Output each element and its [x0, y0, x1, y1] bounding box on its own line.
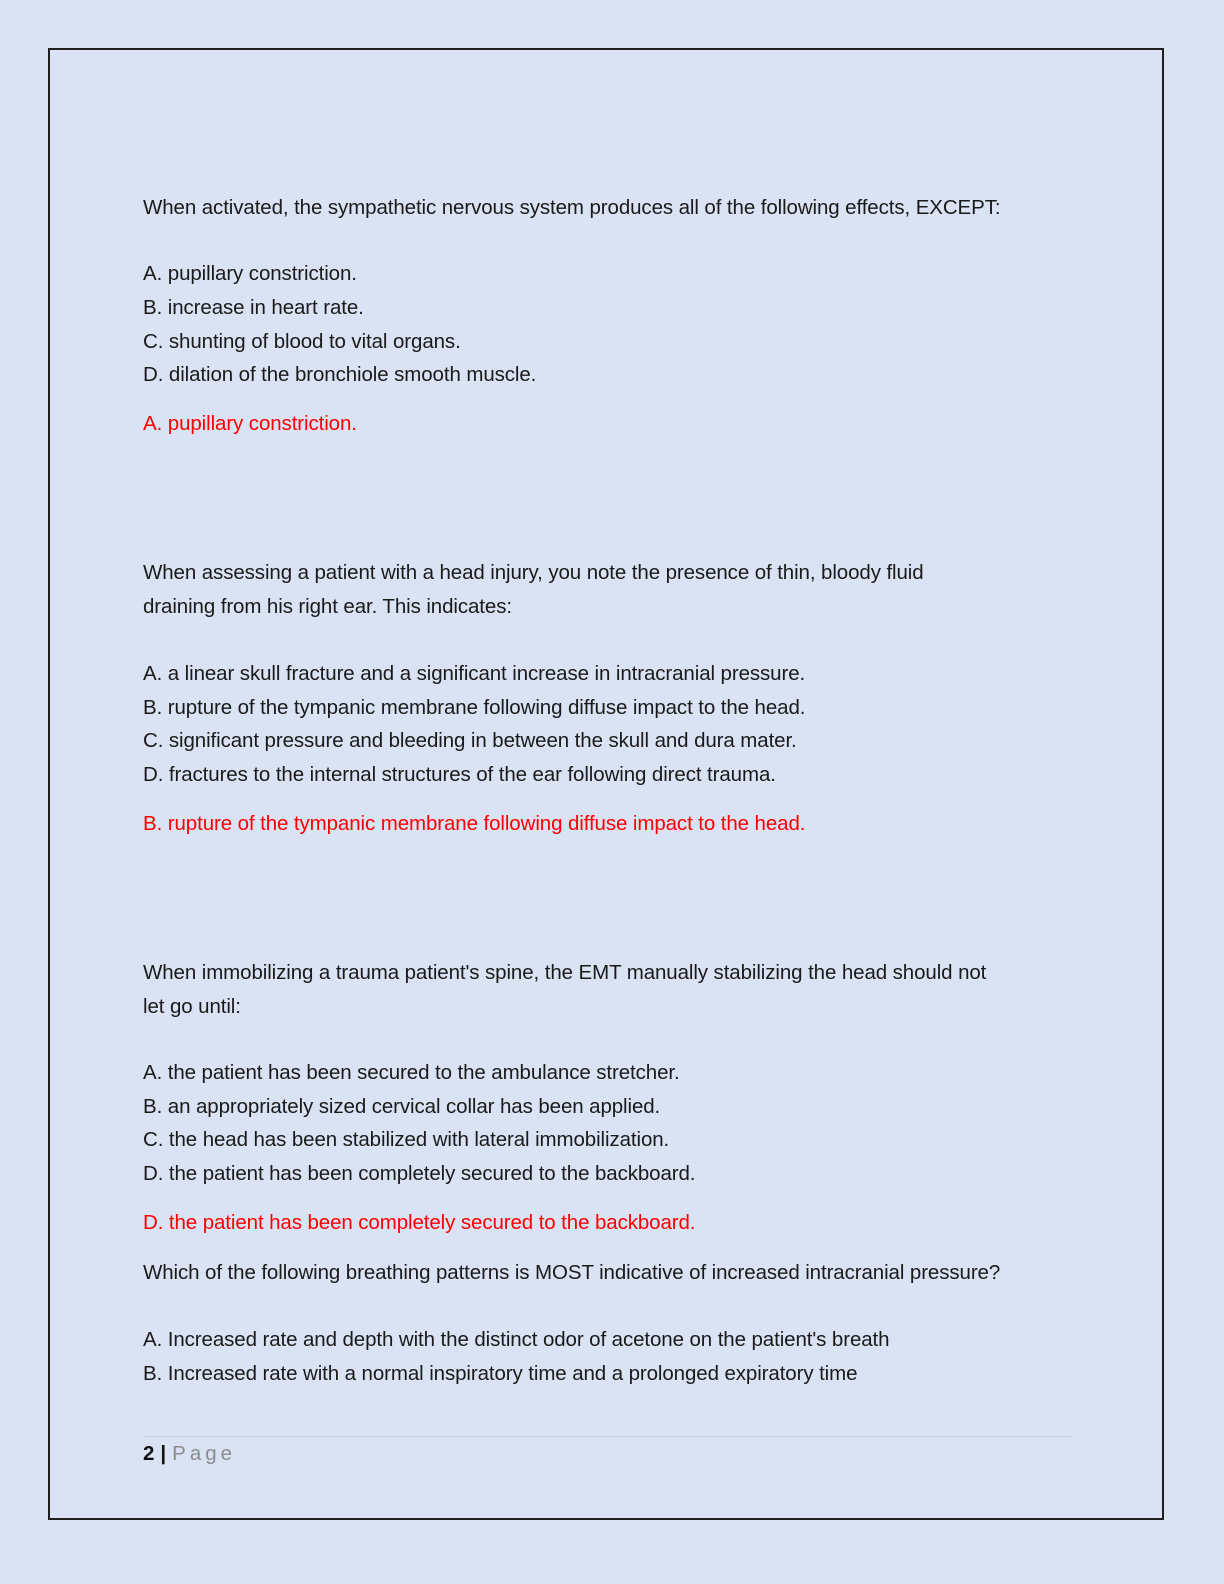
page-footer [143, 1442, 236, 1466]
question-2-answer: B. rupture of the tympanic membrane following diffuse impact to the head. [143, 812, 806, 835]
question-1-answer: A. pupillary constriction. [143, 412, 357, 435]
question-2-option-a: A. a linear skull fracture and a significant increase in intracranial pressure. [143, 662, 806, 685]
question-3-option-d: D. the patient has been completely secured to the backboard. [143, 1162, 696, 1185]
footer-rule [143, 1436, 1073, 1437]
question-3-option-b: B. an appropriately sized cervical collar has been applied. [143, 1095, 661, 1118]
question-2-stem-line-1: When assessing a patient with a head injury, you note the presence of thin, bloody fluid [143, 561, 924, 584]
page-separator: | [160, 1442, 167, 1465]
question-1-option-d: D. dilation of the bronchiole smooth muscle. [143, 363, 537, 386]
page-number: 2 [143, 1442, 155, 1465]
question-1-option-c: C. shunting of blood to vital organs. [143, 330, 461, 353]
question-2-stem-line-2: draining from his right ear. This indicates: [143, 595, 512, 618]
question-3-answer: D. the patient has been completely secured to the backboard. [143, 1211, 696, 1234]
page-label: Page [172, 1442, 237, 1465]
question-2-option-d: D. fractures to the internal structures of the ear following direct trauma. [143, 763, 776, 786]
question-4-option-a: A. Increased rate and depth with the distinct odor of acetone on the patient's breath [143, 1328, 890, 1351]
question-2-option-c: C. significant pressure and bleeding in between the skull and dura mater. [143, 729, 797, 752]
question-1-stem: When activated, the sympathetic nervous system produces all of the following effects, EXCEPT: [143, 196, 1001, 219]
question-3-stem-line-1: When immobilizing a trauma patient's spine, the EMT manually stabilizing the head should not [143, 961, 987, 984]
question-4-option-b: B. Increased rate with a normal inspiratory time and a prolonged expiratory time [143, 1362, 858, 1385]
question-3-stem-line-2: let go until: [143, 995, 241, 1018]
question-1-option-a: A. pupillary constriction. [143, 262, 357, 285]
question-2-option-b: B. rupture of the tympanic membrane following diffuse impact to the head. [143, 696, 806, 719]
question-3-option-a: A. the patient has been secured to the ambulance stretcher. [143, 1061, 680, 1084]
question-1-option-b: B. increase in heart rate. [143, 296, 364, 319]
question-4-stem: Which of the following breathing patterns is MOST indicative of increased intracranial pressure? [143, 1261, 1001, 1284]
question-3-option-c: C. the head has been stabilized with lateral immobilization. [143, 1128, 670, 1151]
